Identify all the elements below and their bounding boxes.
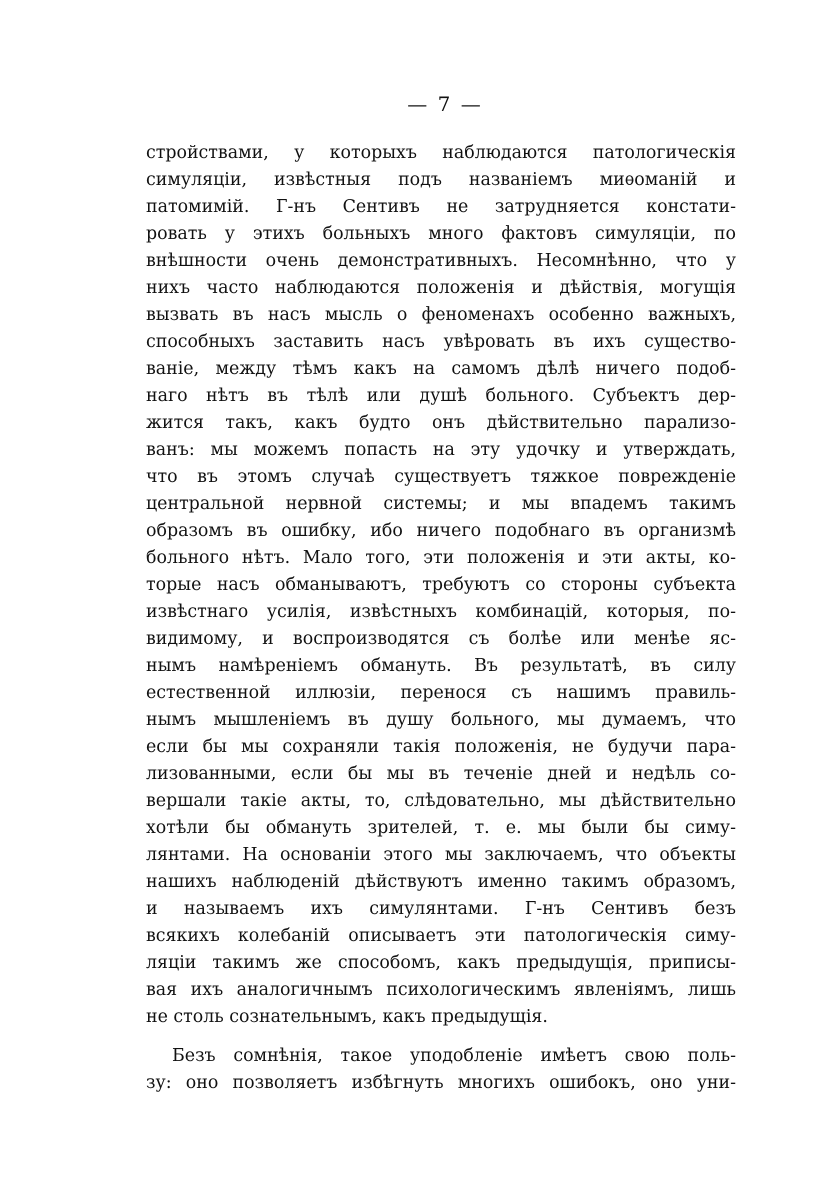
text-line: лизованными, если бы мы въ теченіе дней и недѣль со- (146, 764, 736, 784)
text-line: ваніе, между тѣмъ какъ на самомъ дѣлѣ ничего подоб- (146, 359, 736, 379)
text-line: видимому, и воспроизводятся съ болѣе или менѣе яс- (146, 629, 736, 649)
text-line: ляціи такимъ же способомъ, какъ предыдущія, приписы- (146, 953, 736, 973)
text-line: вызвать въ насъ мысль о феноменахъ особенно важныхъ, (146, 305, 736, 325)
text-line: наго нѣтъ въ тѣлѣ или душѣ больного. Субъектъ дер- (146, 386, 736, 406)
text-line: способныхъ заставить насъ увѣровать въ ихъ существо- (146, 332, 736, 352)
text-line: симуляціи, извѣстныя подъ названіемъ миѳоманій и (146, 170, 736, 190)
text-line: если бы мы сохраняли такія положенія, не будучи пара- (146, 737, 736, 757)
text-line: хотѣли бы обмануть зрителей, т. е. мы были бы симу- (146, 818, 736, 838)
paragraph-gap (146, 1031, 736, 1043)
text-line: вая ихъ аналогичнымъ психологическимъ явленіямъ, лишь (146, 980, 736, 1000)
text-line: стройствами, у которыхъ наблюдаются патологическія (146, 143, 736, 163)
text-line: лянтами. На основаніи этого мы заключаемъ, что объекты (146, 845, 736, 865)
text-line: ванъ: мы можемъ попасть на эту удочку и утверждать, (146, 440, 736, 460)
text-line: ровать у этихъ больныхъ много фактовъ симуляціи, по (146, 224, 736, 244)
text-line: не столь сознательнымъ, какъ предыдущія. (146, 1007, 548, 1027)
text-line: зу: оно позволяетъ избѣгнуть многихъ ошибокъ, оно уни- (146, 1073, 736, 1093)
text-line: нашихъ наблюденій дѣйствуютъ именно такимъ образомъ, (146, 872, 736, 892)
text-line: центральной нервной системы; и мы впадемъ такимъ (146, 494, 736, 514)
text-line: внѣшности очень демонстративныхъ. Несомнѣнно, что у (146, 251, 736, 271)
text-line: извѣстнаго усилія, извѣстныхъ комбинацій, которыя, по- (146, 602, 736, 622)
text-line: Безъ сомнѣнія, такое уподобленіе имѣетъ свою поль- (172, 1046, 736, 1066)
text-line: всякихъ колебаній описываетъ эти патологическія симу- (146, 926, 736, 946)
text-line: торые насъ обманываютъ, требуютъ со стороны субъекта (146, 575, 736, 595)
text-line: и называемъ ихъ симулянтами. Г-нъ Сентивъ безъ (146, 899, 736, 919)
text-line: жится такъ, какъ будто онъ дѣйствительно парализо- (146, 413, 736, 433)
paragraph (146, 140, 736, 1031)
text-line: вершали такіе акты, то, слѣдовательно, мы дѣйствительно (146, 791, 736, 811)
text-line: больного нѣтъ. Мало того, эти положенія и эти акты, ко- (146, 548, 736, 568)
text-line: патомимій. Г-нъ Сентивъ не затрудняется констати- (146, 197, 736, 217)
text-line: нымъ мышленіемъ въ душу больного, мы думаемъ, что (146, 710, 736, 730)
text-line: естественной иллюзіи, перенося съ нашимъ правиль- (146, 683, 736, 703)
text-line: что въ этомъ случаѣ существуетъ тяжкое поврежденіе (146, 467, 736, 487)
text-line: нымъ намѣреніемъ обмануть. Въ результатѣ, въ силу (146, 656, 736, 676)
text-line: образомъ въ ошибку, ибо ничего подобнаго въ организмѣ (146, 521, 736, 541)
paragraph (146, 1043, 736, 1097)
text-line: нихъ часто наблюдаются положенія и дѣйствія, могущія (146, 278, 736, 298)
body-text (146, 140, 736, 1097)
page-number: — 7 — (407, 92, 483, 116)
